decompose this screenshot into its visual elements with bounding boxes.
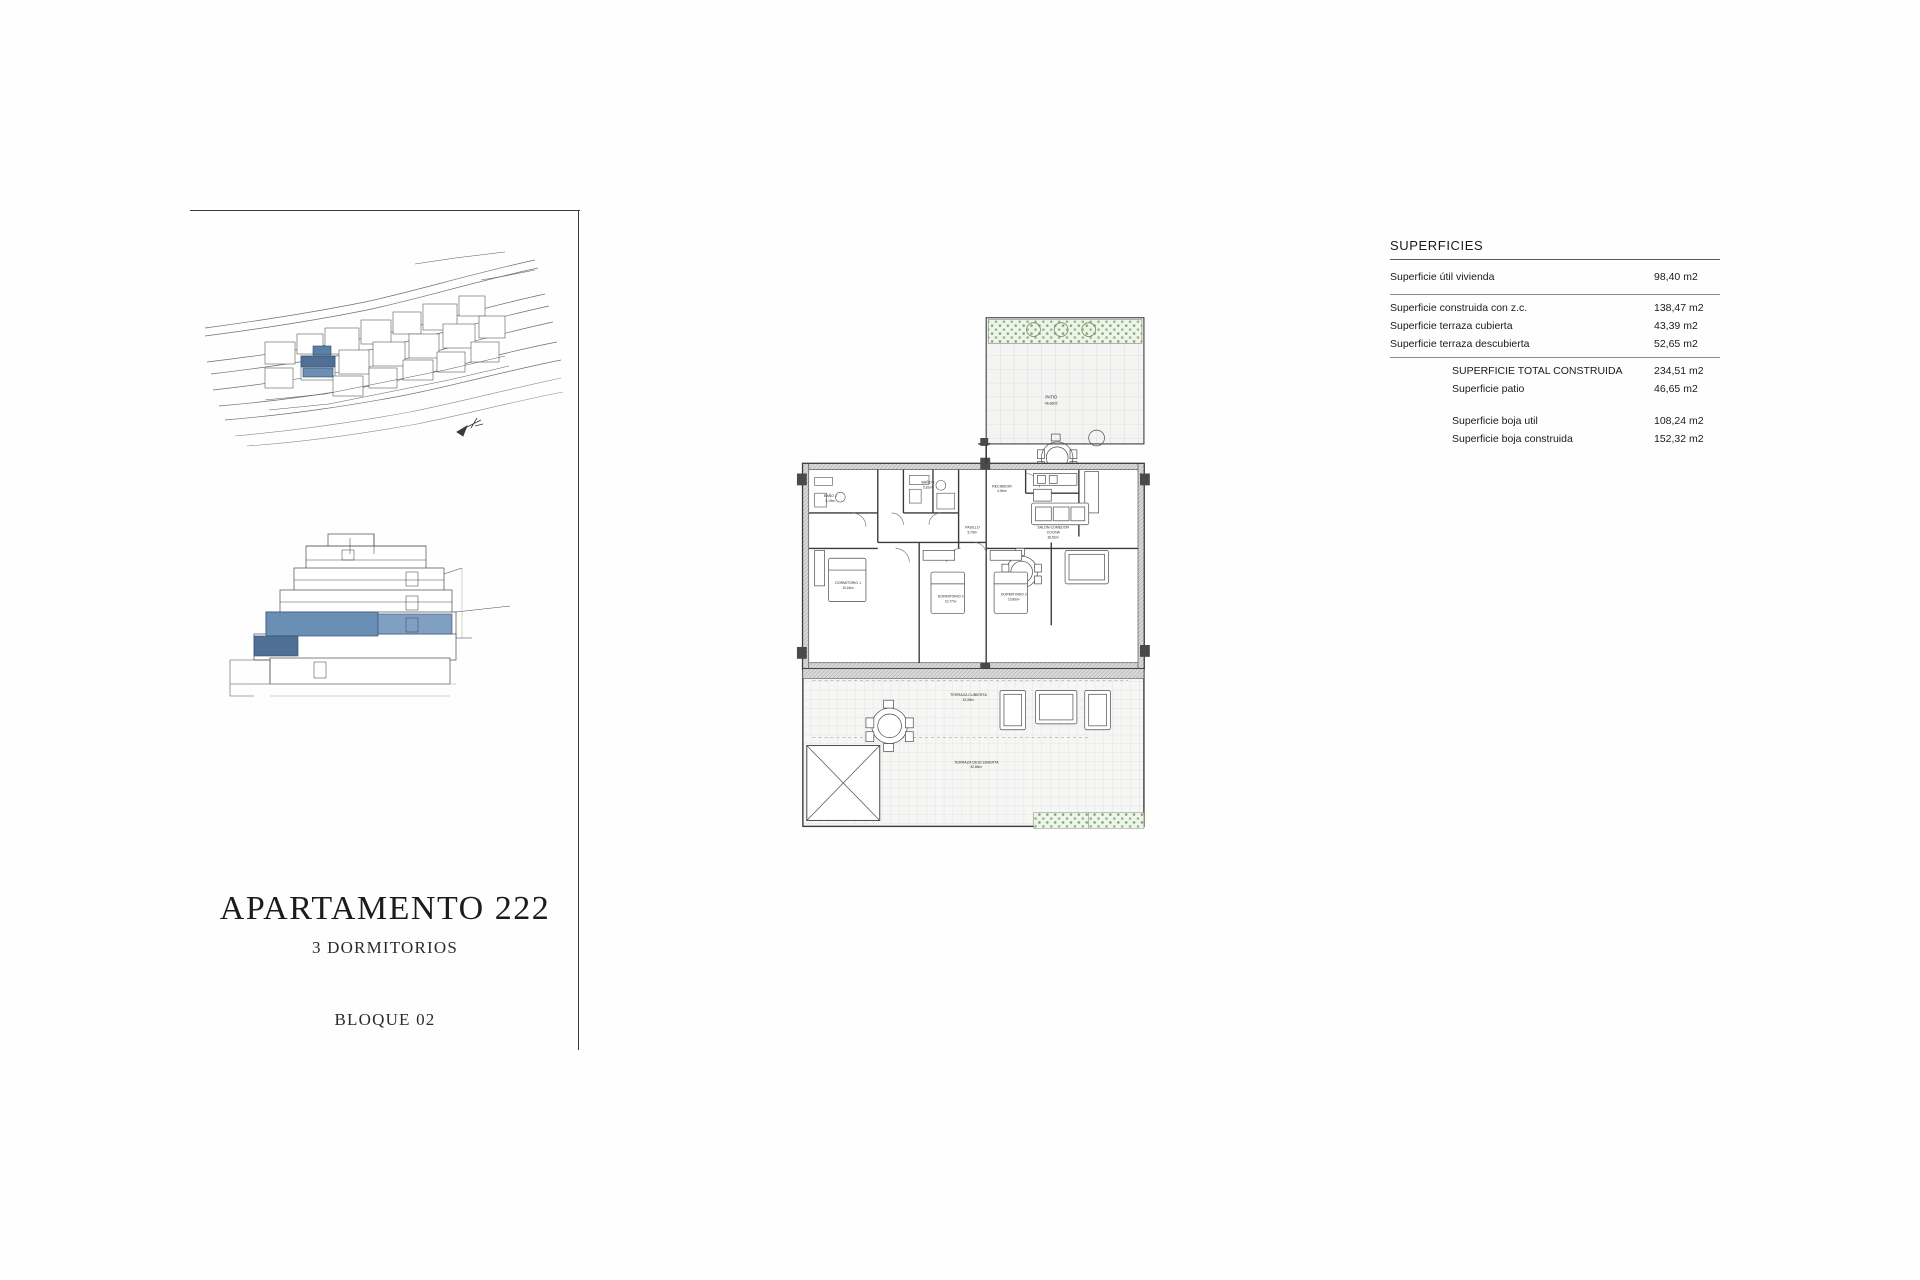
- row-value: 46,65 m2: [1654, 383, 1698, 395]
- table-row: [1390, 317, 1720, 335]
- row-label: Superficie útil vivienda: [1390, 271, 1495, 283]
- title-block: [190, 890, 580, 1030]
- svg-text:5,19m²: 5,19m²: [825, 499, 836, 504]
- svg-text:5,81m²: 5,81m²: [923, 485, 933, 490]
- svg-text:TERRAZA DESCUBIERTA: TERRAZA DESCUBIERTA: [954, 760, 999, 765]
- row-label: Superficie terraza cubierta: [1390, 320, 1513, 332]
- svg-text:COCINA: COCINA: [1046, 530, 1060, 535]
- top-divider: [190, 210, 580, 211]
- svg-text:PATIO: PATIO: [1045, 394, 1058, 400]
- table-row: [1390, 380, 1720, 398]
- table-row: [1390, 430, 1720, 448]
- row-label: Superficie construida con z.c.: [1390, 302, 1528, 314]
- svg-text:DORMITORIO 2: DORMITORIO 2: [937, 594, 964, 599]
- row-label: Superficie patio: [1452, 383, 1525, 395]
- svg-text:TERRAZA CUBIERTA: TERRAZA CUBIERTA: [950, 693, 987, 698]
- table-row: [1390, 299, 1720, 317]
- svg-text:10,86m²: 10,86m²: [1008, 597, 1020, 602]
- svg-text:4,94m²: 4,94m²: [997, 489, 1007, 494]
- svg-text:BAÑO 1: BAÑO 1: [823, 494, 837, 499]
- svg-text:15,16m²: 15,16m²: [842, 585, 854, 590]
- table-row: [1390, 268, 1720, 286]
- row-value: 152,32 m2: [1654, 433, 1704, 445]
- svg-text:BAÑO 2: BAÑO 2: [921, 480, 935, 485]
- surfaces-table: [1390, 238, 1720, 448]
- patio-column: [980, 438, 988, 446]
- svg-text:5,70m²: 5,70m²: [967, 530, 978, 535]
- site-location-plan: [205, 250, 565, 490]
- row-label: Superficie boja util: [1452, 415, 1538, 427]
- row-label: Superficie boja construida: [1452, 433, 1573, 445]
- svg-text:52,65m²: 52,65m²: [970, 765, 983, 770]
- row-label: SUPERFICIE TOTAL CONSTRUIDA: [1452, 365, 1623, 377]
- table-row: [1390, 412, 1720, 430]
- vertical-divider: [578, 210, 579, 1050]
- bedroom-count-label: 3 DORMITORIOS: [311, 938, 459, 957]
- left-column: [190, 210, 580, 1080]
- svg-text:PASILLO: PASILLO: [965, 525, 980, 530]
- row-label: Superficie terraza descubierta: [1390, 338, 1530, 350]
- row-value: 234,51 m2: [1654, 365, 1704, 377]
- building-section-view: [210, 510, 560, 720]
- row-value: 108,24 m2: [1654, 415, 1704, 427]
- row-value: 138,47 m2: [1654, 302, 1704, 314]
- table-row-total: [1390, 362, 1720, 380]
- row-value: 43,39 m2: [1654, 320, 1698, 332]
- svg-text:10,77m²: 10,77m²: [944, 599, 957, 604]
- svg-text:DORMITORIO 2: DORMITORIO 2: [1000, 592, 1027, 597]
- table-row: [1390, 335, 1720, 353]
- svg-text:DORMITORIO 1: DORMITORIO 1: [835, 580, 862, 585]
- row-value: 98,40 m2: [1654, 271, 1698, 283]
- svg-text:46,68m²: 46,68m²: [1044, 401, 1058, 406]
- room-patio: [986, 318, 1144, 444]
- block-label: BLOQUE 02: [334, 1010, 436, 1029]
- page-title: APARTAMENTO 222: [219, 890, 551, 927]
- row-value: 52,65 m2: [1654, 338, 1698, 350]
- surfaces-heading: SUPERFICIES: [1390, 238, 1484, 253]
- svg-text:SALON-COMEDOR: SALON-COMEDOR: [1037, 525, 1070, 530]
- north-arrow: [457, 418, 483, 436]
- svg-text:38,51m²: 38,51m²: [1047, 535, 1059, 540]
- svg-text:43,39m²: 43,39m²: [962, 698, 975, 703]
- apartment-floor-plan: [760, 300, 1240, 990]
- svg-text:RECIBIDOR: RECIBIDOR: [992, 484, 1012, 489]
